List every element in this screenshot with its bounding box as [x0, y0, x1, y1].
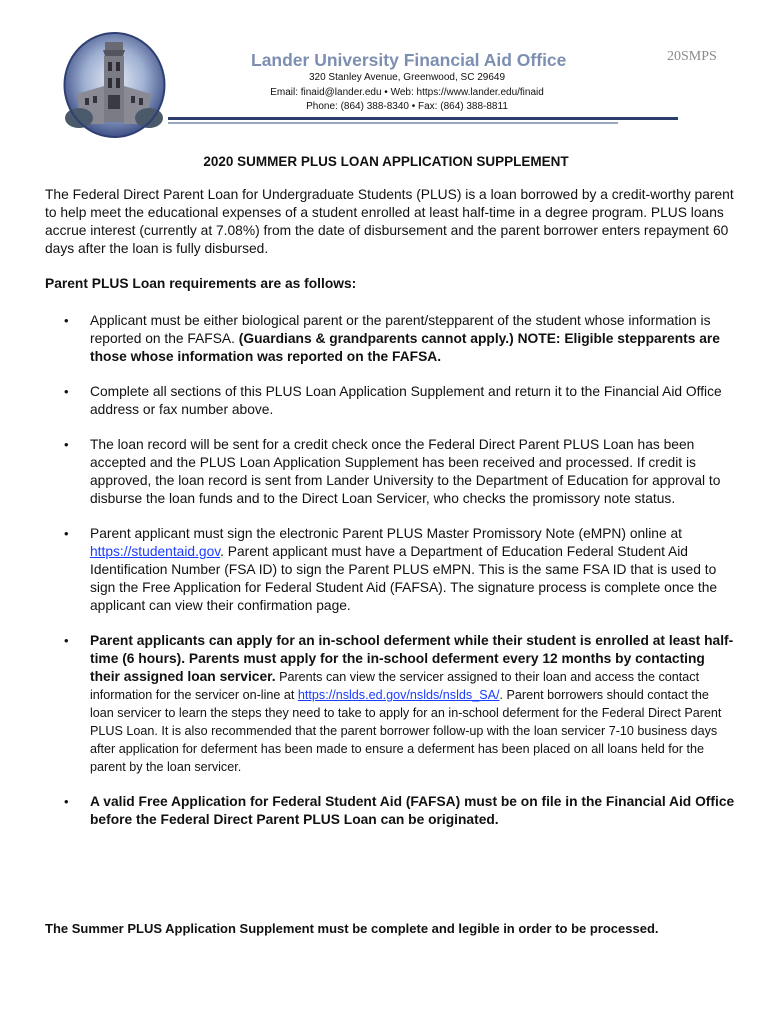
list-item: [45, 632, 735, 776]
office-address: 320 Stanley Avenue, Greenwood, SC 29649: [308, 72, 506, 83]
bullet-text: . Parent borrowers should contact the loan servicer to learn the steps they need to take to apply for an in-school deferment for the Federal Direct Parent PLUS Loan. It is also recommended that the parent borrower follow-up with the loan servicer 7-10 business days after application for deferment has been made to ensure a deferment has been placed on all loans held for the parent by the loan servicer.: [90, 688, 722, 774]
list-item: [45, 436, 735, 508]
bullet-text: Parent applicant must sign the electronic Parent PLUS Master Promissory Note (eMPN) online at: [90, 526, 682, 541]
bullet-dot-icon: •: [64, 384, 69, 399]
bullet-text: . Parent applicant must have a Department of Education Federal Student Aid Identification Number (FSA ID) to sign the Parent PLUS eMPN. This is the same FSA ID that is used to sign the Free Application for Federal Student Aid (FAFSA). The signature process is complete once the applicant can view their confirmation page.: [90, 544, 718, 613]
nslds-link[interactable]: https://nslds.ed.gov/nslds/nslds_SA/: [297, 688, 500, 702]
bullet-dot-icon: •: [64, 526, 69, 541]
bullet-bold-text: Parent applicants can apply for an in-school deferment while their student is enrolled at least half-time (6 hours). Parents must apply for the in-school deferment every 12 months by contacting their assigned loan servicer.: [90, 633, 734, 684]
bullet-bold-text: A valid Free Application for Federal Student Aid (FAFSA) must be on file in the Financial Aid Office before the Federal Direct Parent PLUS Loan can be originated.: [90, 794, 735, 827]
office-email-web: Email: finaid@lander.edu • Web: https://www.lander.edu/finaid: [270, 87, 544, 98]
university-seal-tower-icon: [63, 32, 166, 138]
requirements-list: [45, 312, 735, 846]
header-rule-secondary: [168, 122, 618, 124]
office-phone-fax: Phone: (864) 388-8340 • Fax: (864) 388-8811: [306, 101, 508, 112]
requirements-heading: Parent PLUS Loan requirements are as follows:: [45, 276, 357, 291]
studentaid-link[interactable]: https://studentaid.gov: [90, 544, 221, 559]
office-title: Lander University Financial Aid Office: [251, 50, 567, 70]
document-title: 2020 SUMMER PLUS LOAN APPLICATION SUPPLEMENT: [203, 154, 569, 169]
closing-note: The Summer PLUS Application Supplement must be complete and legible in order to be processed.: [45, 921, 659, 936]
header-rule: [168, 117, 678, 120]
list-item: [45, 525, 735, 615]
list-item: [45, 312, 735, 366]
bullet-text: Applicant must be either biological parent or the parent/stepparent of the student whose information is reported on the FAFSA.: [90, 313, 711, 346]
intro-paragraph: The Federal Direct Parent Loan for Undergraduate Students (PLUS) is a loan borrowed by a credit-worthy parent to help meet the educational expenses of a student enrolled at least half-time in a degree program. PLUS loans accrue interest (currently at 7.08%) from the date of disbursement and the parent borrower enters repayment 60 days after the loan is fully disbursed.: [45, 187, 734, 256]
bullet-dot-icon: •: [64, 633, 69, 648]
list-item: [45, 383, 735, 419]
bullet-text: Complete all sections of this PLUS Loan Application Supplement and return it to the Financial Aid Office address or fax number above.: [90, 384, 722, 417]
bullet-dot-icon: •: [64, 794, 69, 809]
bullet-text: Parents can view the servicer assigned to their loan and access the contact information for the servicer on-line at: [90, 670, 700, 702]
form-code: 20SMPS: [667, 49, 717, 64]
university-seal-logo: [63, 32, 166, 138]
bullet-text: The loan record will be sent for a credit check once the Federal Direct Parent PLUS Loan has been accepted and the PLUS Loan Application Supplement has been received and processed. If credit is approved, the loan record is sent from Lander University to the Department of Education for approval to disburse the loan funds and to the Direct Loan Servicer, who checks the promissory note status.: [90, 437, 721, 506]
bullet-dot-icon: •: [64, 437, 69, 452]
bullet-bold-text: (Guardians & grandparents cannot apply.) NOTE: Eligible stepparents are those whose information was reported on the FAFSA.: [90, 331, 720, 364]
bullet-dot-icon: •: [64, 313, 69, 328]
list-item: [45, 793, 735, 829]
